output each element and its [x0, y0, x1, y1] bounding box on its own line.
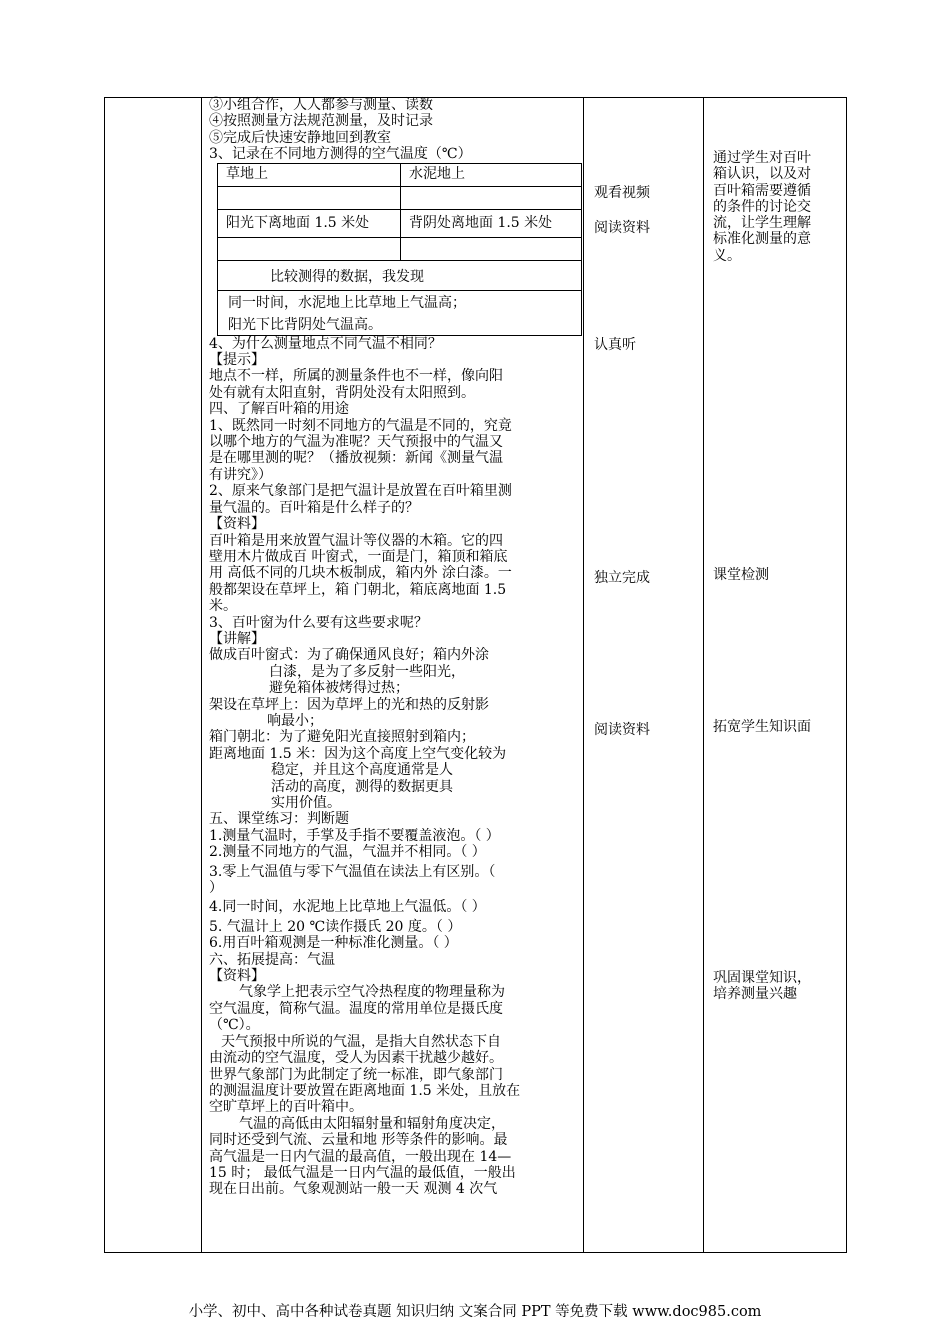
finding-line: 同一时间，水泥地上比草地上气温高； — [228, 294, 466, 311]
exercise-item: 6.用百叶箱观测是一种标准化测量。（ ） — [209, 935, 458, 952]
reading-line: 的测温温度计要放置在距离地面 1.5 米处，且放在 — [209, 1082, 521, 1099]
intent-line: 标准化测量的意 — [713, 231, 811, 248]
intent-line: 通过学生对百叶 — [713, 150, 811, 166]
text-line: 2、原来气象部门是把气温计是放置在百叶箱里测 — [209, 483, 512, 500]
reading-line: 气温的高低由太阳辐射量和辐射角度决定， — [239, 1115, 505, 1132]
reading-line: （℃）。 — [209, 1017, 260, 1034]
text-line: 实用价值。 — [271, 795, 341, 811]
intent-line: 的条件的讨论交 — [713, 198, 811, 215]
student-activity: 认真听 — [594, 337, 636, 353]
text-line: 【提示】 — [209, 352, 265, 369]
table-row — [218, 209, 582, 237]
text-line: 【讲解】 — [209, 630, 265, 647]
text-line: 量气温的。百叶箱是什么样子的？ — [209, 499, 419, 516]
exercise-item: 5. 气温计上 20 ℃读作摄氏 20 度。（ ） — [209, 918, 462, 935]
text-line: 【资料】 — [209, 968, 265, 985]
table-cell: 背阴处离地面 1.5 米处 — [401, 209, 582, 237]
page-footer: 小学、初中、高中各种试卷真题 知识归纳 文案合同 PPT 等免费下载 www.doc985.com — [188, 1304, 762, 1320]
section-heading: 四、了解百叶箱的用途 — [209, 401, 349, 418]
text-line: 避免箱体被烤得过热； — [269, 680, 409, 697]
text-line: 架设在草坪上：因为草坪上的光和热的反射影 — [209, 696, 489, 713]
text-line: 活动的高度，测得的数据更具 — [271, 778, 453, 795]
reading-line: 气象学上把表示空气冷热程度的物理量称为 — [239, 984, 505, 1001]
section-heading: 六、拓展提高：气温 — [209, 951, 335, 968]
text-line: 壁用木片做成百 叶窗式，一面是门，箱顶和箱底 — [209, 548, 508, 565]
design-intent — [713, 970, 825, 1003]
reading-line: 15 时； 最低气温是一日内气温的最低值，一般出 — [209, 1164, 516, 1181]
text-line: 有讲究》） — [209, 466, 272, 483]
design-intent: 课堂检测 — [713, 567, 769, 583]
intent-line: 巩固课堂知识， — [713, 970, 811, 986]
reading-line: 同时还受到气流、云量和地 形等条件的影响。最 — [209, 1132, 508, 1149]
table-cell: 阳光下离地面 1.5 米处 — [218, 209, 401, 237]
student-activity: 阅读资料 — [594, 220, 650, 236]
text-line: ③小组合作，人人都参与测量、读数 — [209, 97, 433, 113]
finding-line: 阳光下比背阴处气温高。 — [228, 316, 382, 333]
reading-line: 世界气象部门为此制定了统一标准，即气象部门 — [209, 1066, 503, 1083]
text-line: 4、为什么测量地点不同气温不相同？ — [209, 335, 442, 352]
intent-line: 箱认识，以及对 — [713, 166, 811, 183]
student-activity: 阅读资料 — [594, 722, 650, 738]
table-border-bottom — [104, 1252, 847, 1253]
text-line: ⑤完成后快速安静地回到教室 — [209, 129, 391, 146]
text-line: 百叶箱是用来放置气温计等仪器的木箱。它的四 — [209, 532, 503, 549]
reading-line: 空旷草坪上的百叶箱中。 — [209, 1099, 363, 1116]
table-divider-2 — [583, 97, 584, 1253]
student-activity: 独立完成 — [594, 570, 650, 586]
intent-line: 培养测量兴趣 — [713, 986, 797, 1003]
finding-title: 比较测得的数据，我发现 — [218, 265, 581, 291]
text-line: 距离地面 1.5 米：因为这个高度上空气变化较为 — [209, 745, 507, 762]
reading-line: 空气温度，简称气温。温度的常用单位是摄氏度 — [209, 1000, 503, 1017]
text-line: 般都架设在草坪上，箱 门朝北，箱底离地面 1.5 — [209, 581, 507, 598]
table-cell — [218, 186, 401, 209]
text-line: 1、既然同一时刻不同地方的气温是不同的，究竟 — [209, 417, 512, 434]
exercise-item: 3.零上气温值与零下气温值在读法上有区别。（ — [209, 863, 496, 880]
text-line: 以哪个地方的气温为准呢？天气预报中的气温又 — [209, 434, 503, 451]
table-divider-3 — [703, 97, 704, 1253]
table-border-left — [104, 97, 105, 1253]
intent-line: 百叶箱需要遵循 — [713, 182, 811, 199]
text-line: 是在哪里测的呢？（播放视频：新闻《测量气温 — [209, 450, 503, 467]
exercise-item: 2.测量不同地方的气温，气温并不相同。（ ） — [209, 844, 486, 861]
finding-box — [217, 261, 582, 336]
text-line: 箱门朝北：为了避免阳光直接照射到箱内； — [209, 729, 475, 746]
student-activity: 观看视频 — [594, 185, 650, 201]
text-line: 米。 — [209, 598, 237, 615]
exercise-item: 1.测量气温时，手掌及手指不要覆盖液泡。（ ） — [209, 827, 500, 844]
exercise-item: ） — [209, 880, 223, 897]
design-intent: 拓宽学生知识面 — [713, 719, 811, 735]
table-row — [218, 237, 582, 260]
intent-line: 义。 — [713, 247, 741, 264]
table-cell — [401, 186, 582, 209]
table-cell — [401, 237, 582, 260]
text-line: 响最小； — [267, 712, 323, 729]
reading-line: 天气预报中所说的气温，是指大自然状态下自 — [221, 1033, 501, 1050]
reading-line: 现在日出前。气象观测站一般一天 观测 4 次气 — [209, 1181, 498, 1198]
record-table — [217, 163, 582, 261]
reading-line: 高气温是一日内气温的最高值，一般出现在 14— — [209, 1148, 512, 1165]
text-line: 用 高低不同的几块木板制成，箱内外 涂白漆。一 — [209, 565, 512, 582]
text-line: 白漆，是为了多反射一些阳光， — [269, 663, 465, 680]
table-row — [218, 186, 582, 209]
text-line: 处有就有太阳直射，背阴处没有太阳照到。 — [209, 384, 475, 401]
text-line: 地点不一样，所属的测量条件也不一样，像向阳 — [209, 368, 503, 385]
text-line: 3、百叶窗为什么要有这些要求呢？ — [209, 614, 428, 631]
table-divider-1 — [201, 97, 202, 1253]
design-intent — [713, 150, 825, 264]
text-line: ④按照测量方法规范测量，及时记录 — [209, 113, 433, 130]
text-line: 【资料】 — [209, 516, 265, 533]
exercise-item: 4.同一时间，水泥地上比草地上气温低。（ ） — [209, 899, 486, 916]
text-line: 稳定，并且这个高度通常是人 — [271, 762, 453, 779]
section-heading: 五、课堂练习：判断题 — [209, 811, 349, 828]
teaching-content — [209, 97, 579, 1198]
table-cell: 水泥地上 — [401, 163, 582, 186]
intent-line: 流，让学生理解 — [713, 215, 811, 232]
table-cell: 草地上 — [218, 163, 401, 186]
table-row — [218, 163, 582, 186]
reading-line: 由流动的空气温度，受人为因素干扰越少越好。 — [209, 1050, 503, 1067]
text-line: 做成百叶窗式：为了确保通风良好；箱内外涂 — [209, 647, 489, 664]
table-border-right — [846, 97, 847, 1253]
text-line: 3、记录在不同地方测得的空气温度（℃） — [209, 146, 472, 163]
table-cell — [218, 237, 401, 260]
